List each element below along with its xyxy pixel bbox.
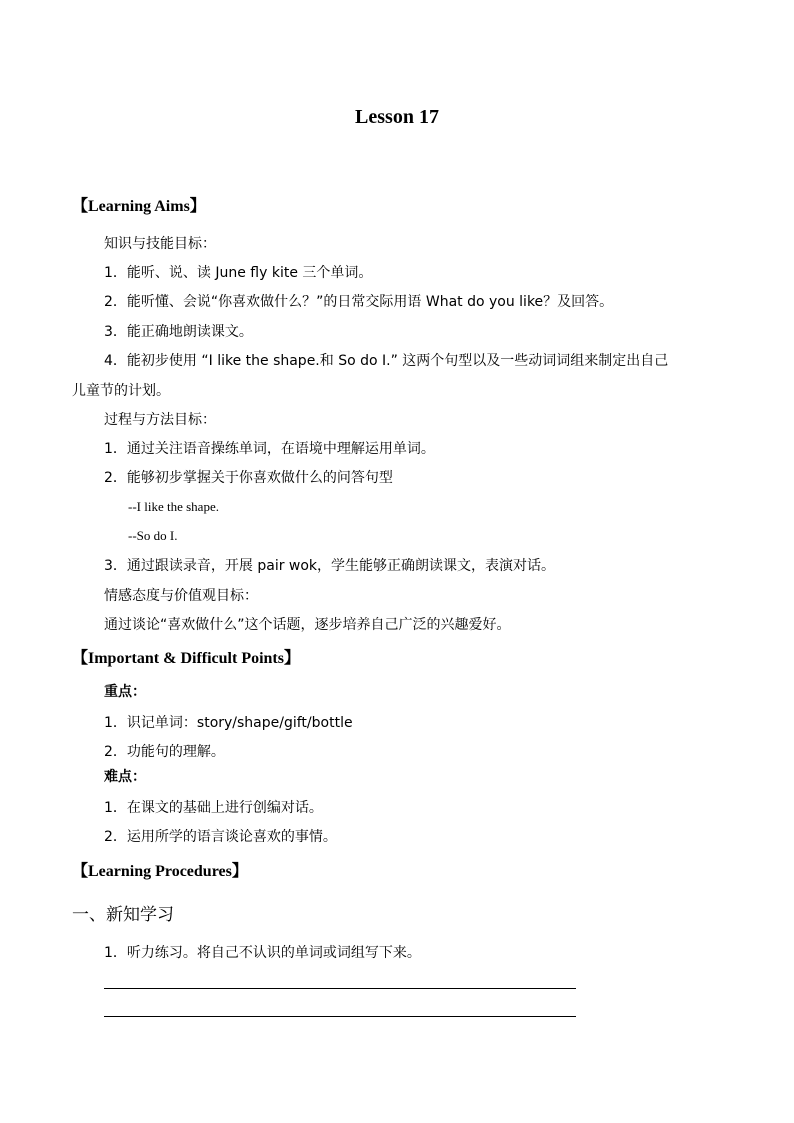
answer-line-1[interactable]: [104, 988, 576, 989]
page-title: Lesson 17: [355, 106, 439, 128]
important-point-1: 1．识记单词：story/shape/gift/bottle: [104, 715, 353, 731]
important-label: 重点：: [104, 684, 146, 700]
knowledge-goals-label: 知识与技能目标：: [104, 236, 216, 252]
important-difficult-heading: 【Important & Difficult Points】: [72, 650, 300, 667]
difficult-point-1: 1．在课文的基础上进行创编对话。: [104, 800, 323, 816]
learning-aims-heading: 【Learning Aims】: [72, 198, 206, 215]
knowledge-goal-4-continued: 儿童节的计划。: [72, 383, 170, 399]
example-question: --I like the shape.: [128, 499, 219, 514]
part-one-heading: 一、新知学习: [72, 905, 174, 925]
emotion-goals-label: 情感态度与价值观目标：: [104, 588, 258, 604]
difficult-point-2: 2．运用所学的语言谈论喜欢的事情。: [104, 829, 337, 845]
difficult-label: 难点：: [104, 769, 146, 785]
knowledge-goal-3: 3．能正确地朗读课文。: [104, 324, 253, 340]
knowledge-goal-4: 4．能初步使用 “I like the shape.和 So do I.” 这两个句型以及一些动词词组来制定出自己: [104, 353, 669, 369]
knowledge-goal-2: 2．能听懂、会说“你喜欢做什么？”的日常交际用语 What do you like？及回答。: [104, 294, 614, 310]
process-goal-2: 2．能够初步掌握关于你喜欢做什么的问答句型: [104, 470, 393, 486]
task-1: 1．听力练习。将自己不认识的单词或词组写下来。: [104, 945, 421, 961]
emotion-goal-1: 通过谈论“喜欢做什么”这个话题，逐步培养自己广泛的兴趣爱好。: [104, 617, 511, 633]
learning-procedures-heading: 【Learning Procedures】: [72, 863, 248, 880]
example-answer: --So do I.: [128, 528, 178, 543]
process-goal-3: 3．通过跟读录音，开展 pair wok，学生能够正确朗读课文，表演对话。: [104, 558, 556, 574]
process-goals-label: 过程与方法目标：: [104, 412, 216, 428]
important-point-2: 2．功能句的理解。: [104, 744, 225, 760]
knowledge-goal-1: 1．能听、说、读 June fly kite 三个单词。: [104, 265, 373, 281]
process-goal-1: 1．通过关注语音操练单词，在语境中理解运用单词。: [104, 441, 435, 457]
answer-line-2[interactable]: [104, 1016, 576, 1017]
